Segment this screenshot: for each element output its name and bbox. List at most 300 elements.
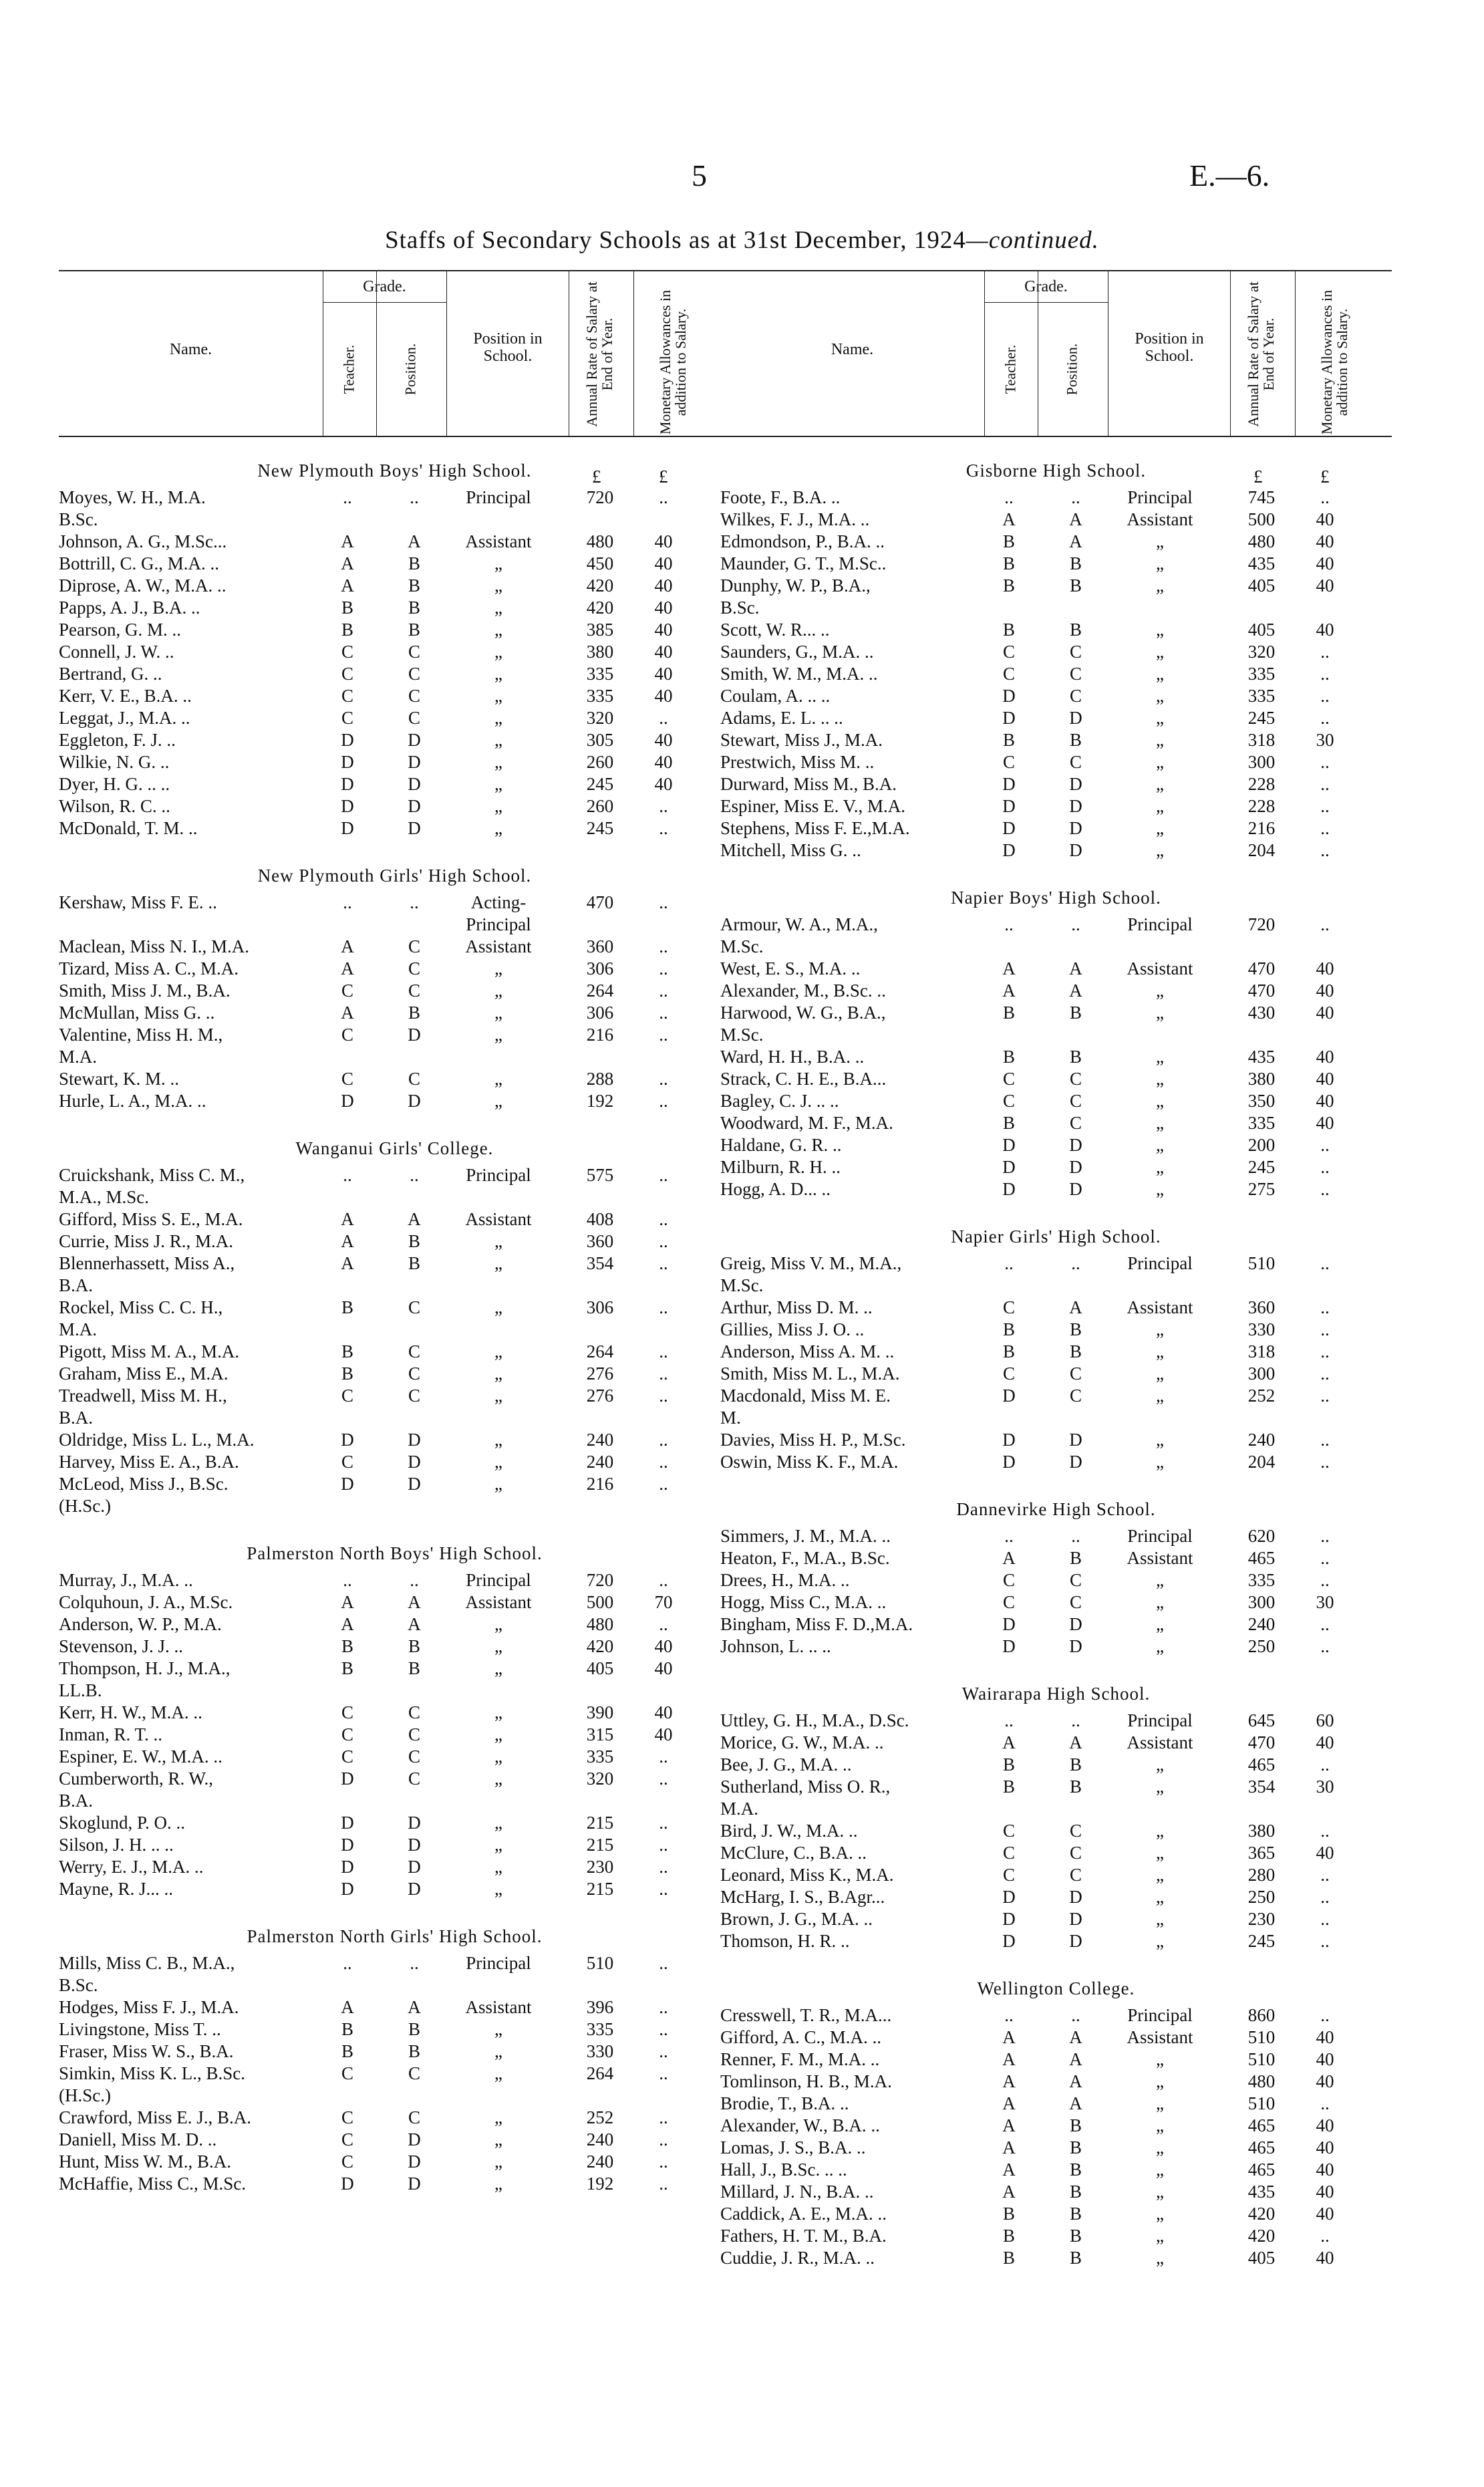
school-position: Assistant — [1127, 1548, 1193, 1568]
school-position: Assistant — [1127, 509, 1193, 529]
staff-name: Bird, J. W., M.A. .. — [720, 1821, 858, 1841]
position-grade: B — [1069, 2204, 1082, 2224]
school-heading: Palmerston North Boys' High School. — [247, 1543, 543, 1563]
position-grade: D — [408, 1430, 421, 1450]
school-position: „ — [494, 2019, 502, 2039]
teacher-grade: B — [1002, 2204, 1015, 2224]
teacher-grade: C — [341, 2151, 353, 2172]
staff-row — [59, 936, 730, 958]
staff-name: M. — [720, 1408, 741, 1428]
allowance: .. — [659, 2151, 668, 2172]
school-position: „ — [1156, 1135, 1164, 1155]
staff-name: M.A. — [720, 1799, 759, 1819]
salary: 470 — [1247, 1732, 1276, 1752]
allowance: 40 — [1316, 1003, 1334, 1023]
school-position: „ — [1156, 1592, 1164, 1612]
allowance: .. — [659, 2063, 668, 2083]
school-position: „ — [1156, 2226, 1164, 2246]
allowance: .. — [659, 2041, 668, 2061]
staff-row — [59, 1591, 730, 1613]
school-heading: Palmerston North Girls' High School. — [247, 1926, 543, 1946]
salary: 420 — [1247, 2226, 1276, 2246]
staff-row — [720, 1024, 1392, 1046]
school-section — [59, 839, 730, 1112]
school-position: „ — [494, 1231, 502, 1251]
allowance: 40 — [654, 774, 673, 794]
teacher-grade: .. — [343, 1953, 352, 1973]
staff-row — [720, 1046, 1392, 1068]
school-position: „ — [494, 598, 502, 618]
salary: 335 — [1247, 686, 1276, 706]
staff-row — [720, 641, 1392, 663]
allowance: .. — [659, 1209, 668, 1229]
staff-row — [59, 2151, 730, 2173]
school-position: „ — [1156, 1865, 1164, 1885]
school-position: „ — [494, 1658, 502, 1678]
staff-name: Gifford, A. C., M.A. .. — [720, 2027, 882, 2047]
staff-row — [59, 1746, 730, 1768]
staff-name: Blennerhassett, Miss A., — [59, 1253, 235, 1273]
allowance: .. — [1320, 1363, 1330, 1384]
staff-name: Smith, Miss M. L., M.A. — [720, 1363, 900, 1384]
school-position: „ — [1156, 1636, 1164, 1656]
header-rule — [984, 271, 985, 436]
salary: 435 — [1247, 2182, 1276, 2202]
salary: 204 — [1247, 1452, 1276, 1472]
salary: 245 — [586, 774, 614, 794]
staff-name: Adams, E. L. .. .. — [720, 708, 843, 728]
staff-name: Bottrill, C. G., M.A. .. — [59, 553, 220, 573]
staff-name: Hall, J., B.Sc. .. .. — [720, 2159, 847, 2180]
staff-name: Inman, R. T. .. — [59, 1724, 162, 1744]
staff-row — [720, 1547, 1392, 1569]
teacher-grade: D — [1002, 1614, 1016, 1634]
school-section — [59, 437, 730, 839]
allowance: .. — [659, 487, 668, 507]
school-position: „ — [1156, 2159, 1164, 2180]
staff-row — [720, 2225, 1392, 2247]
school-heading: Wairarapa High School. — [961, 1684, 1151, 1704]
allowance: 40 — [654, 531, 673, 551]
salary: 745 — [1247, 487, 1276, 507]
teacher-grade: D — [1002, 686, 1016, 706]
staff-name: Gillies, Miss J. O. .. — [720, 1319, 865, 1339]
staff-row — [720, 1591, 1392, 1613]
staff-name: Renner, F. M., M.A. .. — [720, 2049, 880, 2069]
staff-name: B.Sc. — [59, 509, 98, 529]
position-grade: A — [1069, 509, 1082, 529]
salary: 250 — [1247, 1887, 1276, 1907]
allowance: .. — [659, 1452, 668, 1472]
teacher-grade: D — [1002, 1931, 1016, 1951]
staff-name: Graham, Miss E., M.A. — [59, 1363, 229, 1384]
currency-symbol: £ — [1320, 467, 1330, 487]
position-grade: D — [408, 1857, 421, 1877]
document-reference: E.—6. — [1189, 158, 1270, 192]
staff-name: Werry, E. J., M.A. .. — [59, 1857, 204, 1877]
school-position: „ — [1156, 642, 1164, 662]
allowance: .. — [659, 1386, 668, 1406]
school-position: „ — [1156, 664, 1164, 684]
position-grade: D — [1069, 1636, 1082, 1656]
school-position: „ — [494, 2174, 502, 2194]
teacher-grade: D — [1002, 1157, 1016, 1177]
staff-row — [720, 980, 1392, 1002]
salary: 276 — [586, 1363, 614, 1384]
staff-name: McMullan, Miss G. .. — [59, 1003, 215, 1023]
title-text: Staffs of Secondary Schools as at 31st December, 1924 — [385, 227, 966, 254]
position-grade: B — [408, 1253, 420, 1273]
teacher-grade: .. — [343, 1570, 352, 1590]
staff-row — [720, 2071, 1392, 2093]
teacher-grade: B — [1002, 730, 1015, 750]
staff-row — [720, 751, 1392, 773]
allowance: 40 — [1316, 1069, 1334, 1089]
allowance: .. — [659, 2019, 668, 2039]
staff-row — [720, 1002, 1392, 1024]
allowance: 40 — [1316, 509, 1334, 529]
staff-row — [59, 980, 730, 1002]
teacher-grade: C — [1002, 642, 1015, 662]
salary: 396 — [586, 1997, 614, 2017]
school-position: „ — [1156, 1570, 1164, 1590]
currency-symbol: £ — [659, 467, 668, 487]
staff-row — [59, 1164, 730, 1186]
staff-name: Daniell, Miss M. D. .. — [59, 2129, 217, 2149]
header-teacher: Teacher. — [1002, 344, 1019, 394]
position-grade: C — [408, 958, 420, 978]
position-grade: C — [1069, 1386, 1082, 1406]
staff-name: (H.Sc.) — [59, 1496, 111, 1516]
allowance: .. — [1320, 1135, 1330, 1155]
staff-row — [59, 2129, 730, 2151]
allowance: .. — [659, 1253, 668, 1273]
right-column — [720, 270, 1392, 2269]
staff-row — [59, 1341, 730, 1363]
position-grade: .. — [1071, 1526, 1080, 1546]
salary: 330 — [586, 2041, 614, 2061]
position-grade: B — [1069, 1319, 1082, 1339]
staff-row — [720, 707, 1392, 729]
teacher-grade: C — [341, 642, 353, 662]
school-position: „ — [494, 1297, 502, 1317]
staff-name: Fathers, H. T. M., B.A. — [720, 2226, 887, 2246]
salary: 465 — [1247, 2137, 1276, 2157]
position-grade: D — [1069, 1452, 1082, 1472]
salary: 215 — [586, 1879, 614, 1899]
position-grade: D — [1069, 818, 1082, 838]
staff-row — [720, 1319, 1392, 1341]
staff-name: Johnson, L. .. .. — [720, 1636, 831, 1656]
staff-row — [59, 641, 730, 663]
staff-row — [720, 1134, 1392, 1156]
school-section — [59, 1900, 730, 2195]
staff-name: Papps, A. J., B.A. .. — [59, 598, 200, 618]
salary: 335 — [1247, 1570, 1276, 1590]
teacher-grade: A — [341, 1253, 354, 1273]
position-grade: B — [1069, 2226, 1082, 2246]
teacher-grade: B — [1002, 531, 1015, 551]
staff-row — [720, 1754, 1392, 1776]
salary: 465 — [1247, 1548, 1276, 1568]
staff-row — [59, 553, 730, 575]
salary: 354 — [1247, 1777, 1276, 1797]
allowance: .. — [659, 1570, 668, 1590]
staff-row — [720, 2004, 1392, 2026]
position-grade: .. — [410, 1570, 419, 1590]
staff-name: Leonard, Miss K., M.A. — [720, 1865, 894, 1885]
allowance: .. — [1320, 686, 1330, 706]
school-section — [720, 862, 1392, 1200]
allowance: .. — [659, 1069, 668, 1089]
table-header-left — [59, 270, 730, 437]
staff-name: Drees, H., M.A. .. — [720, 1570, 850, 1590]
salary: 645 — [1247, 1710, 1276, 1730]
header-position: Position in School. — [1135, 330, 1204, 365]
allowance: .. — [1320, 1341, 1330, 1361]
staff-name: Foote, F., B.A. .. — [720, 487, 841, 507]
salary: 318 — [1247, 730, 1276, 750]
staff-row — [720, 1341, 1392, 1363]
school-position: Principal — [466, 1570, 531, 1590]
school-position: „ — [494, 1879, 502, 1899]
staff-name: B.A. — [59, 1275, 94, 1295]
teacher-grade: C — [341, 2129, 353, 2149]
salary: 435 — [1247, 1047, 1276, 1067]
salary: 405 — [1247, 620, 1276, 640]
staff-row — [720, 795, 1392, 817]
teacher-grade: .. — [1004, 1253, 1014, 1273]
allowance: 40 — [1316, 1843, 1334, 1863]
staff-row — [720, 1820, 1392, 1842]
allowance: .. — [659, 1474, 668, 1494]
staff-name: (H.Sc.) — [59, 2085, 111, 2105]
allowance: .. — [659, 1813, 668, 1833]
salary: 245 — [586, 818, 614, 838]
school-position: „ — [494, 1386, 502, 1406]
teacher-grade: B — [1002, 1777, 1015, 1797]
salary: 318 — [1247, 1341, 1276, 1361]
staff-name: Johnson, A. G., M.Sc... — [59, 531, 227, 551]
salary: 510 — [586, 1953, 614, 1973]
school-position: „ — [1156, 1341, 1164, 1361]
position-grade: .. — [1071, 1710, 1080, 1730]
school-position: „ — [1156, 1821, 1164, 1841]
salary: 420 — [1247, 2204, 1276, 2224]
staff-row — [59, 1090, 730, 1112]
staff-name: Murray, J., M.A. .. — [59, 1570, 193, 1590]
allowance: 40 — [654, 575, 673, 596]
position-grade: C — [1069, 1821, 1082, 1841]
position-grade: C — [1069, 1592, 1082, 1612]
header-salary: Annual Rate of Salary at End of Year. — [1245, 281, 1277, 427]
position-grade: B — [408, 2041, 420, 2061]
allowance: .. — [659, 936, 668, 956]
allowance: .. — [659, 958, 668, 978]
staff-name: Alexander, M., B.Sc. .. — [720, 980, 886, 1001]
staff-row — [59, 2063, 730, 2085]
staff-name: Cuddie, J. R., M.A. .. — [720, 2248, 875, 2268]
staff-row — [59, 1613, 730, 1635]
teacher-grade: B — [1002, 1003, 1015, 1023]
salary: 204 — [1247, 840, 1276, 860]
position-grade: C — [1069, 686, 1082, 706]
allowance: .. — [1320, 1821, 1330, 1841]
teacher-grade: C — [341, 664, 353, 684]
left-column — [59, 270, 730, 2195]
staff-name: M.A. — [59, 1319, 98, 1339]
staff-row — [59, 1878, 730, 1900]
staff-name: Fraser, Miss W. S., B.A. — [59, 2041, 234, 2061]
staff-name: Treadwell, Miss M. H., — [59, 1386, 227, 1406]
salary: 215 — [586, 1835, 614, 1855]
staff-name: Haldane, G. R. .. — [720, 1135, 842, 1155]
staff-name: LL.B. — [59, 1680, 102, 1700]
allowance: .. — [1320, 1614, 1330, 1634]
staff-name: McClure, C., B.A. .. — [720, 1843, 867, 1863]
teacher-grade: D — [341, 796, 354, 816]
salary: 215 — [586, 1813, 614, 1833]
staff-row — [59, 575, 730, 597]
teacher-grade: D — [341, 752, 354, 772]
staff-name: Cresswell, T. R., M.A... — [720, 2005, 892, 2025]
allowance: .. — [1320, 1931, 1330, 1951]
school-position: „ — [494, 1069, 502, 1089]
school-position: „ — [1156, 1887, 1164, 1907]
position-grade: C — [408, 2107, 420, 2127]
staff-row — [720, 2115, 1392, 2137]
position-grade: B — [1069, 2137, 1082, 2157]
staff-row — [720, 839, 1392, 862]
staff-row — [720, 914, 1392, 936]
salary: 315 — [586, 1724, 614, 1744]
position-grade: D — [1069, 708, 1082, 728]
school-section — [59, 1112, 730, 1517]
salary: 408 — [586, 1209, 614, 1229]
school-heading: New Plymouth Boys' High School. — [257, 461, 532, 481]
staff-name: Pearson, G. M. .. — [59, 620, 181, 640]
staff-row — [59, 1407, 730, 1429]
staff-name: Armour, W. A., M.A., — [720, 914, 878, 934]
staff-name: Skoglund, P. O. .. — [59, 1813, 186, 1833]
salary: 405 — [586, 1658, 614, 1678]
teacher-grade: A — [1002, 2071, 1016, 2091]
staff-name: Mitchell, Miss G. .. — [720, 840, 861, 860]
staff-row — [59, 487, 730, 509]
staff-name: Eggleton, F. J. .. — [59, 730, 176, 750]
teacher-grade: C — [1002, 1069, 1015, 1089]
allowance: .. — [1320, 1754, 1330, 1775]
allowance: 40 — [1316, 1047, 1334, 1067]
teacher-grade: D — [1002, 1430, 1016, 1450]
school-position: Principal — [1127, 1710, 1193, 1730]
teacher-grade: A — [341, 1231, 354, 1251]
teacher-grade: B — [341, 1297, 353, 1317]
header-salary: Annual Rate of Salary at End of Year. — [583, 281, 615, 427]
position-grade: C — [1069, 752, 1082, 772]
salary: 306 — [586, 958, 614, 978]
school-position: „ — [494, 553, 502, 573]
staff-name: Silson, J. H. .. .. — [59, 1835, 174, 1855]
staff-row — [720, 663, 1392, 685]
position-grade: .. — [410, 892, 419, 912]
teacher-grade: D — [1002, 796, 1016, 816]
staff-name: Prestwich, Miss M. .. — [720, 752, 875, 772]
school-heading: Wanganui Girls' College. — [295, 1138, 494, 1158]
allowance: .. — [1320, 2093, 1330, 2113]
teacher-grade: B — [341, 1636, 353, 1656]
staff-name: Bagley, C. J. .. .. — [720, 1091, 839, 1111]
salary: 200 — [1247, 1135, 1276, 1155]
allowance: 40 — [654, 1702, 673, 1722]
teacher-grade: C — [341, 980, 353, 1001]
allowance: 40 — [1316, 620, 1334, 640]
school-position: „ — [494, 958, 502, 978]
school-section — [59, 1517, 730, 1900]
staff-name: Espiner, Miss E. V., M.A. — [720, 796, 905, 816]
staff-row — [720, 487, 1392, 509]
staff-row — [720, 1710, 1392, 1732]
allowance: .. — [659, 1363, 668, 1384]
header-position-grade: Position. — [1063, 343, 1080, 396]
staff-row — [720, 2247, 1392, 2269]
teacher-grade: D — [1002, 774, 1016, 794]
teacher-grade: C — [341, 2107, 353, 2127]
school-position: Principal — [1127, 1253, 1193, 1273]
salary: 240 — [1247, 1430, 1276, 1450]
staff-row — [59, 817, 730, 839]
position-grade: A — [1069, 1732, 1082, 1752]
staff-row — [720, 1275, 1392, 1297]
position-grade: A — [1069, 2093, 1082, 2113]
staff-name: Harwood, W. G., B.A., — [720, 1003, 886, 1023]
salary: 260 — [586, 796, 614, 816]
school-position: „ — [1156, 1047, 1164, 1067]
salary: 240 — [586, 1452, 614, 1472]
teacher-grade: D — [1002, 1179, 1016, 1199]
teacher-grade: D — [1002, 1135, 1016, 1155]
staff-row — [59, 597, 730, 619]
school-position: „ — [1156, 1754, 1164, 1775]
staff-name: Diprose, A. W., M.A. .. — [59, 575, 227, 596]
salary: 335 — [586, 686, 614, 706]
staff-row — [59, 1186, 730, 1208]
staff-name: Maclean, Miss N. I., M.A. — [59, 936, 249, 956]
allowance: .. — [1320, 1297, 1330, 1317]
teacher-grade: A — [1002, 1732, 1016, 1752]
allowance: .. — [1320, 2005, 1330, 2025]
table-header-right — [720, 270, 1392, 437]
staff-row — [720, 597, 1392, 619]
staff-row — [720, 2137, 1392, 2159]
teacher-grade: A — [341, 575, 354, 596]
position-grade: C — [1069, 1843, 1082, 1863]
teacher-grade: C — [1002, 1865, 1015, 1885]
school-position: „ — [494, 1363, 502, 1384]
allowance: .. — [1320, 914, 1330, 934]
staff-row — [720, 1363, 1392, 1385]
allowance: .. — [659, 1091, 668, 1111]
staff-name: Simkin, Miss K. L., B.Sc. — [59, 2063, 246, 2083]
school-position: „ — [1156, 1157, 1164, 1177]
position-grade: A — [408, 1592, 421, 1612]
school-position: „ — [494, 2041, 502, 2061]
school-position: Principal — [1127, 487, 1193, 507]
teacher-grade: D — [341, 1857, 354, 1877]
staff-name: M.Sc. — [720, 1025, 764, 1045]
teacher-grade: B — [341, 1658, 353, 1678]
teacher-grade: A — [1002, 1548, 1016, 1568]
